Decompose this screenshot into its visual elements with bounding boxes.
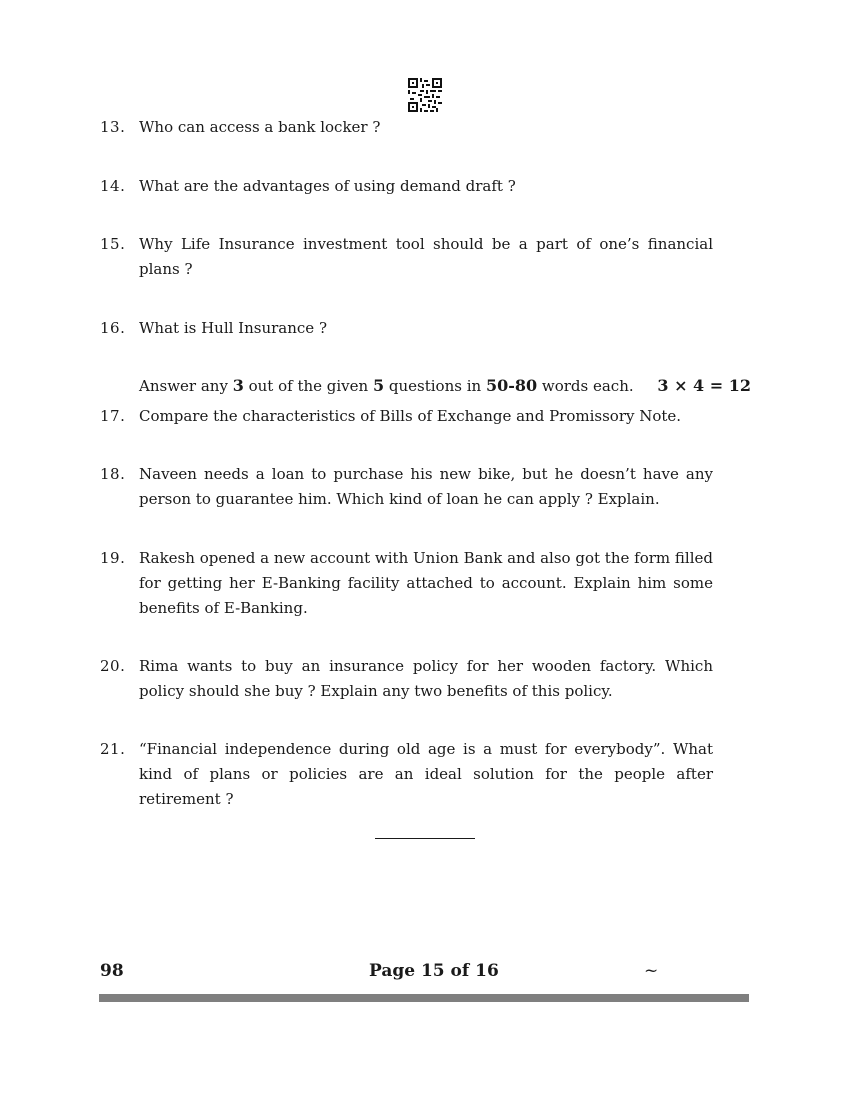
question-number: 21.	[100, 740, 126, 758]
instruction-middle: out of the given	[243, 377, 373, 395]
question-text: Rakesh opened a new account with Union Bank and also got the form filled for getting her E-Banking facility attached to account. Explain him some benefits of E-Banking.	[139, 549, 713, 617]
question-number: 13.	[100, 118, 126, 136]
question-text: Why Life Insurance investment tool should be a part of one’s financial plans ?	[139, 235, 713, 278]
question-number: 15.	[100, 235, 126, 253]
instruction-prefix: Answer any	[139, 377, 233, 395]
question-text: Rima wants to buy an insurance policy for her wooden factory. Which policy should she buy ? Explain any two benefits of this policy.	[139, 657, 713, 700]
footer-tilde-mark: ~	[644, 961, 659, 981]
question-text: Naveen needs a loan to purchase his new bike, but he doesn’t have any person to guarantee him. Which kind of loan he can apply ? Explain.	[139, 465, 713, 508]
question-number: 20.	[100, 657, 126, 675]
end-of-questions-divider	[375, 838, 475, 839]
instruction-total: 5	[372, 376, 385, 395]
section-instruction	[139, 373, 751, 398]
instruction-count: 3	[232, 376, 244, 395]
question-text: What is Hull Insurance ?	[139, 319, 327, 337]
question-number: 16.	[100, 319, 126, 337]
instruction-middle2: questions in	[384, 377, 486, 395]
question-number: 14.	[100, 177, 126, 195]
footer-bar	[99, 994, 749, 1002]
qr-code-icon	[408, 78, 442, 112]
page-footer	[0, 958, 850, 984]
question-text: What are the advantages of using demand draft ?	[139, 177, 516, 195]
section-marks: 3 × 4 = 12	[657, 376, 751, 395]
instruction-word-range: 50-80	[485, 376, 538, 395]
question-text: “Financial independence during old age is a must for everybody”. What kind of plans or policies are an ideal solution for the people after retirement ?	[139, 740, 713, 808]
question-number: 17.	[100, 407, 126, 425]
question-text: Who can access a bank locker ?	[139, 118, 381, 136]
question-number: 19.	[100, 549, 126, 567]
paper-code: 98	[100, 961, 124, 981]
page-number: Page 15 of 16	[369, 961, 499, 981]
question-text: Compare the characteristics of Bills of Exchange and Promissory Note.	[139, 407, 682, 425]
instruction-suffix: words each.	[537, 377, 634, 395]
question-number: 18.	[100, 465, 126, 483]
